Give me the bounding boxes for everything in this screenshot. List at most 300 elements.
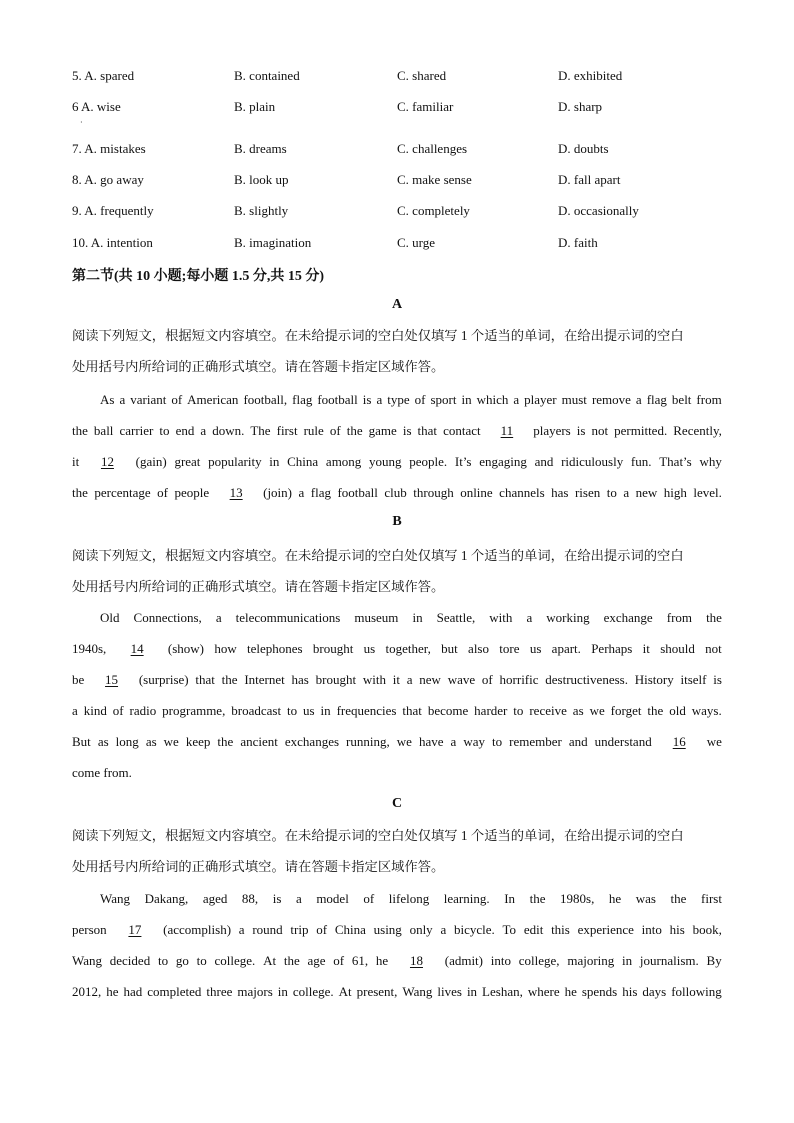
word: first bbox=[276, 423, 298, 438]
passage-b-text bbox=[72, 602, 722, 788]
word: as bbox=[572, 703, 584, 718]
word: a bbox=[440, 922, 447, 937]
word: lifelong bbox=[388, 891, 430, 906]
word: 2012, bbox=[72, 984, 102, 999]
word: flag bbox=[646, 392, 667, 407]
word: radio bbox=[129, 703, 157, 718]
word: to bbox=[513, 703, 524, 718]
word: lives bbox=[437, 984, 462, 999]
word: In bbox=[504, 891, 516, 906]
word: (admit) bbox=[444, 953, 483, 968]
word: a bbox=[295, 891, 302, 906]
word: of bbox=[171, 392, 183, 407]
word: History bbox=[634, 672, 674, 687]
word: a bbox=[72, 703, 78, 718]
word: us bbox=[363, 641, 376, 656]
word: ancient bbox=[240, 734, 278, 749]
word: a bbox=[450, 734, 457, 749]
option-a: 9. A. frequently bbox=[72, 203, 154, 218]
word: had bbox=[123, 984, 143, 999]
word: present, bbox=[356, 984, 398, 999]
word: Old bbox=[100, 610, 120, 625]
option-c: C. challenges bbox=[397, 141, 468, 156]
answer-blank[interactable]: 11 bbox=[500, 423, 514, 438]
option-d: D. fall apart bbox=[558, 172, 621, 187]
text-line bbox=[72, 477, 722, 508]
option-row-8 bbox=[72, 172, 732, 192]
word: of bbox=[333, 953, 345, 968]
word: a bbox=[376, 392, 383, 407]
option-c: C. shared bbox=[397, 68, 447, 83]
option-row-10 bbox=[72, 235, 732, 255]
word: that bbox=[402, 703, 422, 718]
word: together, bbox=[385, 641, 431, 656]
word: the bbox=[706, 610, 722, 625]
word: (gain) bbox=[135, 454, 167, 469]
word: from bbox=[696, 392, 722, 407]
word: Wang bbox=[402, 984, 433, 999]
word: has bbox=[551, 485, 569, 500]
word: a bbox=[215, 610, 222, 625]
word: keep bbox=[185, 734, 211, 749]
option-row-6 bbox=[72, 99, 732, 119]
passage-a-text bbox=[72, 384, 722, 508]
word: he bbox=[375, 953, 389, 968]
word: flag bbox=[292, 392, 313, 407]
text-line bbox=[72, 726, 722, 757]
word: a bbox=[623, 485, 630, 500]
word: risen bbox=[574, 485, 601, 500]
word: also bbox=[468, 641, 489, 656]
word: that bbox=[195, 672, 215, 687]
word: working bbox=[546, 610, 590, 625]
word: in bbox=[412, 610, 423, 625]
word: his bbox=[669, 922, 685, 937]
option-a: 8. A. go away bbox=[72, 172, 144, 187]
word: destructiveness. bbox=[545, 672, 628, 687]
option-c: C. familiar bbox=[397, 99, 454, 114]
word: to bbox=[286, 703, 298, 718]
word: and bbox=[534, 454, 554, 469]
word: go bbox=[175, 953, 189, 968]
word: Recently, bbox=[673, 423, 722, 438]
passage-b-instruction bbox=[72, 540, 722, 602]
word: end bbox=[175, 423, 195, 438]
word: online bbox=[460, 485, 493, 500]
passage-c-text bbox=[72, 883, 722, 1007]
word: is bbox=[576, 423, 586, 438]
word: is bbox=[402, 423, 412, 438]
word: model bbox=[316, 891, 349, 906]
word: we bbox=[396, 734, 412, 749]
word: not bbox=[591, 423, 609, 438]
word: exchange bbox=[603, 610, 653, 625]
word: where bbox=[527, 984, 560, 999]
word: brought bbox=[315, 672, 357, 687]
word: in bbox=[269, 454, 280, 469]
option-d: D. doubts bbox=[558, 141, 609, 156]
text-line bbox=[72, 695, 722, 726]
word: aged bbox=[202, 891, 228, 906]
word: college. bbox=[292, 984, 334, 999]
word: (surprise) bbox=[138, 672, 189, 687]
word: (join) bbox=[263, 485, 292, 500]
word: and bbox=[568, 734, 588, 749]
option-c: C. make sense bbox=[397, 172, 472, 187]
answer-blank[interactable]: 13 bbox=[229, 485, 243, 500]
option-row-7 bbox=[72, 141, 732, 161]
word: in bbox=[277, 984, 288, 999]
word: but bbox=[441, 641, 458, 656]
word: following bbox=[671, 984, 722, 999]
option-d: D. exhibited bbox=[558, 68, 623, 83]
option-c: C. completely bbox=[397, 203, 470, 218]
word: tore bbox=[499, 641, 520, 656]
word: was bbox=[635, 891, 656, 906]
word: Seattle, bbox=[436, 610, 476, 625]
word: To bbox=[502, 922, 517, 937]
word: flag bbox=[310, 485, 331, 500]
passage-b-letter: B bbox=[392, 514, 402, 529]
option-b: B. imagination bbox=[234, 235, 312, 250]
word: old bbox=[669, 703, 686, 718]
word: is bbox=[362, 392, 372, 407]
word: which bbox=[476, 392, 509, 407]
word: broadcast bbox=[231, 703, 282, 718]
text-line bbox=[72, 976, 722, 1007]
answer-blank[interactable]: 14 bbox=[130, 641, 144, 656]
word: it bbox=[392, 672, 400, 687]
word: majors bbox=[237, 984, 273, 999]
word: horrific bbox=[499, 672, 539, 687]
word: into bbox=[641, 922, 662, 937]
option-d: D. sharp bbox=[558, 99, 603, 114]
word: a bbox=[238, 922, 245, 937]
text-line bbox=[72, 914, 722, 945]
instruction-line-2: 处用括号内所给词的正确形式填空。请在答题卡指定区域作答。 bbox=[72, 359, 445, 374]
text-line bbox=[72, 945, 722, 976]
option-b: B. slightly bbox=[234, 203, 289, 218]
word: fun. bbox=[630, 454, 652, 469]
instruction-line-1: 阅读下列短文，根据短文内容填空。在未给提示词的空白处仅填写 1 个适当的单词，在给出提示词的空白 bbox=[72, 328, 684, 343]
word: with bbox=[362, 672, 386, 687]
word: first bbox=[701, 891, 722, 906]
word: it bbox=[642, 641, 650, 656]
option-c: C. urge bbox=[397, 235, 436, 250]
word: he bbox=[608, 891, 622, 906]
word: journalism. bbox=[639, 953, 699, 968]
word: people bbox=[174, 485, 210, 500]
word: we bbox=[589, 703, 605, 718]
word: be bbox=[72, 672, 85, 687]
word: itself bbox=[680, 672, 707, 687]
word: new bbox=[419, 672, 441, 687]
text-line bbox=[72, 883, 722, 914]
word: in bbox=[461, 392, 472, 407]
word: he bbox=[564, 984, 577, 999]
stray-dot: · bbox=[80, 118, 83, 127]
word: China bbox=[287, 454, 319, 469]
word: must bbox=[561, 392, 587, 407]
word: football bbox=[317, 392, 358, 407]
word: That’s bbox=[659, 454, 692, 469]
word: to bbox=[196, 953, 207, 968]
answer-blank[interactable]: 15 bbox=[105, 672, 119, 687]
text-line bbox=[72, 602, 722, 633]
word: remember bbox=[509, 734, 562, 749]
word: At bbox=[338, 984, 352, 999]
word: learning. bbox=[443, 891, 490, 906]
word: college, bbox=[518, 953, 560, 968]
option-a: 6 A. wise bbox=[72, 99, 121, 114]
word: new bbox=[635, 485, 658, 500]
text-line bbox=[72, 664, 722, 695]
word: ridiculously bbox=[561, 454, 624, 469]
passage-c-letter: C bbox=[391, 796, 403, 811]
word: become bbox=[427, 703, 469, 718]
word: Wang bbox=[100, 891, 130, 906]
word: he bbox=[106, 984, 119, 999]
answer-blank[interactable]: 18 bbox=[409, 953, 423, 968]
word: belt bbox=[671, 392, 692, 407]
word: majoring bbox=[567, 953, 615, 968]
word: how bbox=[214, 641, 237, 656]
word: in bbox=[622, 953, 633, 968]
word: Internet bbox=[244, 672, 285, 687]
word: his bbox=[622, 984, 638, 999]
word: percentage bbox=[94, 485, 151, 500]
word: Wang bbox=[72, 953, 102, 968]
passage-c-instruction bbox=[72, 820, 722, 882]
instruction-line-1: 阅读下列短文，根据短文内容填空。在未给提示词的空白处仅填写 1 个适当的单词，在给出提示词的空白 bbox=[72, 548, 684, 563]
word: harder bbox=[474, 703, 508, 718]
word: Perhaps bbox=[591, 641, 633, 656]
word: exchanges bbox=[284, 734, 340, 749]
word: 61, bbox=[351, 953, 369, 968]
word: Leshan, bbox=[482, 984, 523, 999]
word: the bbox=[72, 485, 88, 500]
word: to bbox=[606, 485, 617, 500]
word: of bbox=[157, 485, 168, 500]
word: a bbox=[526, 610, 533, 625]
word: not bbox=[705, 641, 722, 656]
answer-blank[interactable]: 16 bbox=[672, 734, 686, 749]
option-a: 10. A. intention bbox=[72, 235, 153, 250]
word: rule bbox=[303, 423, 324, 438]
word: in bbox=[466, 984, 478, 999]
word: As bbox=[100, 392, 115, 407]
word: as bbox=[97, 734, 109, 749]
word: great bbox=[174, 454, 201, 469]
word: we bbox=[163, 734, 179, 749]
word: Dakang, bbox=[144, 891, 189, 906]
word: long bbox=[115, 734, 139, 749]
option-b: B. contained bbox=[234, 68, 300, 83]
word: the bbox=[346, 423, 363, 438]
instruction-line-2: 处用括号内所给词的正确形式填空。请在答题卡指定区域作答。 bbox=[72, 579, 445, 594]
text-line bbox=[72, 446, 722, 477]
word: young bbox=[369, 454, 402, 469]
word: the bbox=[529, 891, 546, 906]
word: of bbox=[316, 922, 328, 937]
option-b: B. plain bbox=[234, 99, 276, 114]
word: carrier bbox=[119, 423, 154, 438]
word: way bbox=[463, 734, 485, 749]
word: (show) bbox=[167, 641, 205, 656]
option-row-5 bbox=[72, 68, 732, 88]
word: frequencies bbox=[336, 703, 397, 718]
word: a bbox=[513, 392, 520, 407]
word: of bbox=[414, 392, 426, 407]
word: club bbox=[384, 485, 407, 500]
passage-a-instruction bbox=[72, 320, 722, 382]
option-d: D. faith bbox=[558, 235, 598, 250]
instruction-line-2: 处用括号内所给词的正确形式填空。请在答题卡指定区域作答。 bbox=[72, 859, 445, 874]
word: receive bbox=[529, 703, 567, 718]
word: a bbox=[119, 392, 126, 407]
word: with bbox=[489, 610, 513, 625]
word: players bbox=[533, 423, 571, 438]
word: that bbox=[417, 423, 438, 438]
instruction-line-1: 阅读下列短文，根据短文内容填空。在未给提示词的空白处仅填写 1 个适当的单词，在给出提示词的空白 bbox=[72, 828, 684, 843]
word: Connections, bbox=[133, 610, 202, 625]
word: this bbox=[551, 922, 570, 937]
word: forget bbox=[610, 703, 642, 718]
word: the bbox=[72, 423, 88, 438]
word: telecommunications bbox=[235, 610, 341, 625]
word: American bbox=[187, 392, 239, 407]
word: the bbox=[283, 953, 300, 968]
word: football bbox=[337, 485, 378, 500]
word: age bbox=[307, 953, 326, 968]
word: us bbox=[303, 703, 315, 718]
word: round bbox=[252, 922, 283, 937]
word: level. bbox=[693, 485, 722, 500]
word: us bbox=[529, 641, 542, 656]
word: a bbox=[406, 672, 413, 687]
word: variant bbox=[130, 392, 167, 407]
word: the bbox=[670, 891, 687, 906]
word: edit bbox=[523, 922, 544, 937]
word: At bbox=[263, 953, 277, 968]
word: the bbox=[217, 734, 234, 749]
word: remove bbox=[591, 392, 631, 407]
word: the bbox=[221, 672, 238, 687]
word: 1940s, bbox=[72, 641, 107, 656]
section-title: 第二节(共 10 小题;每小题 1.5 分,共 15 分) bbox=[72, 269, 324, 284]
word: engaging bbox=[479, 454, 527, 469]
word: But bbox=[72, 734, 91, 749]
word: decided bbox=[109, 953, 151, 968]
word: people. bbox=[409, 454, 448, 469]
word: a bbox=[200, 423, 207, 438]
word: it bbox=[72, 454, 80, 469]
word: into bbox=[490, 953, 511, 968]
word: to bbox=[492, 734, 503, 749]
word: popularity bbox=[208, 454, 262, 469]
word: sport bbox=[430, 392, 457, 407]
word: trip bbox=[290, 922, 309, 937]
word: book, bbox=[692, 922, 722, 937]
word: days bbox=[642, 984, 667, 999]
word: football, bbox=[243, 392, 288, 407]
word: the bbox=[647, 703, 664, 718]
text-line: come from. bbox=[72, 765, 132, 780]
word: is bbox=[713, 672, 722, 687]
word: game bbox=[368, 423, 397, 438]
word: museum bbox=[354, 610, 399, 625]
word: only bbox=[409, 922, 433, 937]
option-d: D. occasionally bbox=[558, 203, 639, 218]
word: player bbox=[524, 392, 557, 407]
word: The bbox=[250, 423, 271, 438]
word: kind bbox=[83, 703, 107, 718]
word: 88, bbox=[241, 891, 259, 906]
word: spends bbox=[581, 984, 618, 999]
word: to bbox=[157, 953, 169, 968]
word: apart. bbox=[551, 641, 581, 656]
option-a: 7. A. mistakes bbox=[72, 141, 146, 156]
word: programme, bbox=[162, 703, 226, 718]
word: using bbox=[373, 922, 402, 937]
word: high bbox=[663, 485, 687, 500]
word: has bbox=[291, 672, 309, 687]
word: college. bbox=[214, 953, 256, 968]
word: a bbox=[635, 392, 642, 407]
word: of bbox=[481, 672, 493, 687]
word: completed bbox=[147, 984, 202, 999]
word: should bbox=[660, 641, 695, 656]
option-row-9 bbox=[72, 203, 732, 223]
word: of bbox=[112, 703, 124, 718]
answer-blank[interactable]: 12 bbox=[100, 454, 114, 469]
word: By bbox=[706, 953, 722, 968]
word: among bbox=[325, 454, 362, 469]
text-line bbox=[72, 415, 722, 446]
text-line bbox=[72, 633, 722, 664]
word: person bbox=[72, 922, 107, 937]
word: wave bbox=[447, 672, 476, 687]
word: three bbox=[206, 984, 233, 999]
word: 1980s, bbox=[560, 891, 595, 906]
word: in bbox=[320, 703, 331, 718]
word: as bbox=[145, 734, 157, 749]
word: type bbox=[387, 392, 410, 407]
word: (accomplish) bbox=[163, 922, 232, 937]
word: contact bbox=[443, 423, 481, 438]
word: from bbox=[666, 610, 693, 625]
option-a: 5. A. spared bbox=[72, 68, 135, 83]
option-b: B. look up bbox=[234, 172, 289, 187]
word: understand bbox=[594, 734, 652, 749]
word: China bbox=[334, 922, 366, 937]
word: we bbox=[706, 734, 722, 749]
word: is bbox=[272, 891, 282, 906]
word: telephones bbox=[247, 641, 303, 656]
word: permitted. bbox=[614, 423, 668, 438]
word: brought bbox=[312, 641, 354, 656]
word: ball bbox=[93, 423, 114, 438]
word: down. bbox=[212, 423, 245, 438]
word: channels bbox=[499, 485, 545, 500]
word: It’s bbox=[454, 454, 472, 469]
word: to bbox=[159, 423, 170, 438]
word: experience bbox=[577, 922, 634, 937]
passage-a-letter: A bbox=[391, 297, 403, 312]
answer-blank[interactable]: 17 bbox=[128, 922, 142, 937]
option-b: B. dreams bbox=[234, 141, 287, 156]
word: of bbox=[329, 423, 341, 438]
